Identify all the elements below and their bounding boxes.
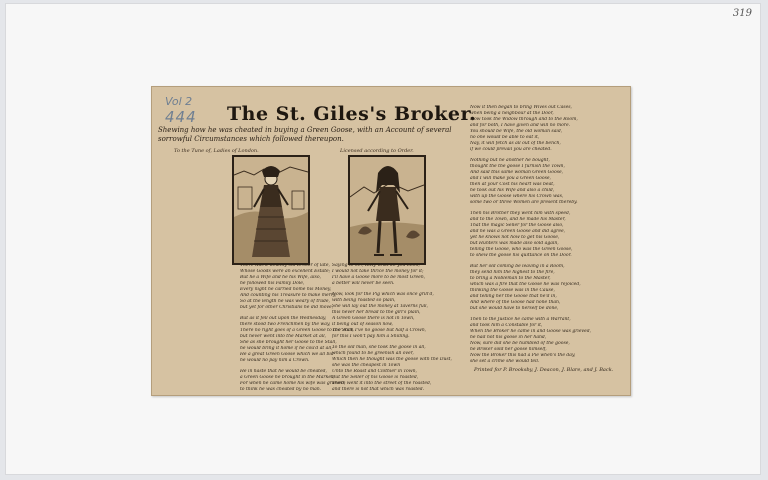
verse-line: she was the cheapest in Town bbox=[332, 363, 401, 368]
woman-woodcut-icon bbox=[232, 155, 310, 265]
pencil-number: 444 bbox=[165, 108, 197, 126]
verse-line: She will lay out the money at Taverns full, bbox=[332, 304, 429, 309]
verse-line: Every night he carried home his Money, bbox=[240, 287, 332, 292]
folio-number: 319 bbox=[732, 8, 752, 19]
verse-line: to shew the goose his quittance on the Door. bbox=[470, 253, 572, 258]
verse-line: no one would be able to eat it, bbox=[470, 135, 540, 140]
verse-line: which was a fire that the Goose he was rejoiced, bbox=[470, 282, 581, 287]
verse-line: she set a crime she would tell. bbox=[470, 359, 540, 364]
verse-line: There went it into the street of the roasted, bbox=[332, 381, 432, 386]
verse-line: But he a Wife and he his Wife, also, bbox=[240, 275, 321, 280]
tune-note: To the Tune of, Ladies of London. bbox=[174, 148, 259, 154]
verse-line: if we could prevail you are cheated. bbox=[470, 147, 552, 152]
verse-line: but yet for other Christians he did move, bbox=[240, 305, 334, 310]
verse-line: Now, look for the Pig which was once grill'd, bbox=[332, 292, 434, 297]
verse-line: There was a wealthy old Broker of late, bbox=[240, 263, 330, 268]
verse-line: Tho' Rich I've no goose but half a Crown, bbox=[332, 328, 427, 333]
verse-line: I would not take thrice the money for it; bbox=[332, 269, 424, 274]
verse-line: to think he was cheated by no man. bbox=[240, 387, 322, 392]
verse-line: he had not his goose in her hand, bbox=[470, 335, 547, 340]
verse-line: then at your Cost his heart was beat, bbox=[470, 182, 555, 187]
verse-line: with being roasted so plain, bbox=[332, 298, 396, 303]
verse-line: and I will make you a Green Goose, bbox=[470, 176, 551, 181]
verse-column-3 bbox=[470, 105, 620, 365]
verse-line: and telling her the Goose that he'd in, bbox=[470, 294, 557, 299]
verse-line: but Hunters was made also sold again, bbox=[470, 241, 559, 246]
verse-line: When the Broker he came in and Goose was grieved, bbox=[470, 329, 592, 334]
verse-line: Which then he thought was the goose with the Dust, bbox=[332, 357, 452, 362]
verse-line: For when he came home his wife was grieved, bbox=[240, 381, 346, 386]
verse-line: Then his Brother they went him with speed, bbox=[470, 211, 571, 216]
verse-line: Nay, it will fetch as all out of the bench, bbox=[470, 141, 561, 146]
verse-line: he Broker sold her goose himself, bbox=[470, 347, 547, 352]
verse-line: yet he knows not how to get his Goose, bbox=[470, 235, 560, 240]
ballad-subtitle: Shewing how he was cheated in buying a Green Goose, with an Account of several sorrowful Circumstances which followed thereupon. bbox=[158, 126, 452, 143]
man-woodcut-icon bbox=[348, 155, 426, 265]
verse-line: Then to the Justice he came with a Warrant, bbox=[470, 317, 571, 322]
verse-line: Unto the Roast and Clothier in Town, bbox=[332, 369, 417, 374]
verse-line: to bring a Nobleman to the Master, bbox=[470, 276, 551, 281]
verse-line: So at the length he was weary of trade, bbox=[240, 299, 330, 304]
verse-line: they send him the highest to the fire, bbox=[470, 270, 555, 275]
verse-line: this never her bread to the girl's plain, bbox=[332, 310, 421, 315]
verse-line: He in haste that he would be cheated, bbox=[240, 369, 327, 374]
verse-line: and he was a Green Goose and did agree, bbox=[470, 229, 566, 234]
verse-line: But her old coming be leaving in a Room, bbox=[470, 264, 565, 269]
verse-line: he followed his Family Dole, bbox=[240, 281, 305, 286]
verse-line: I'll have a Goose more to be most Green, bbox=[332, 275, 426, 280]
verse-line: he would no pay him a Crown. bbox=[240, 358, 310, 363]
pencil-volume: Vol 2 bbox=[165, 95, 193, 108]
verse-line: To the old man, she took the goose in all, bbox=[332, 345, 426, 350]
verse-line: Now it then began to bring Wives out Cases, bbox=[470, 105, 572, 110]
verse-line: which found to be greenish all over, bbox=[332, 351, 414, 356]
verse-line: there stood two Frenchmen by the way, bbox=[240, 322, 331, 327]
verse-line: Nothing but he another he bought, bbox=[470, 158, 550, 163]
verse-line: some two or three Women are present thereby. bbox=[470, 200, 578, 205]
verse-line: That the magic Seller for the Goose also, bbox=[470, 223, 564, 228]
verse-line: and took him a Constable for it, bbox=[470, 323, 543, 328]
verse-line: thought the the goose I furnish the Town, bbox=[470, 164, 565, 169]
verse-line: But as it fell out upon the Wednesday, bbox=[240, 316, 327, 321]
printer-imprint: Printed for P. Brooksby, J. Deacon, J. Blare, and J. Back. bbox=[474, 367, 614, 373]
broadside-sheet bbox=[151, 86, 631, 396]
verse-line: a Green Goose he brought in the Market, bbox=[240, 375, 335, 380]
verse-line: And where of the Goose had none than, bbox=[470, 300, 561, 305]
verse-line: Saying to her, Kitty what do you think, bbox=[332, 263, 420, 268]
verse-line: but never went into the Market at all, bbox=[240, 334, 327, 339]
verse-line: a better will never be seen. bbox=[332, 281, 395, 286]
license-note: Licensed according to Order. bbox=[340, 148, 414, 154]
verse-line: and there is not that which was roasted. bbox=[332, 387, 425, 392]
pencil-annotation bbox=[165, 95, 205, 126]
verse-line: Now, sure did she be humbled of the goose, bbox=[470, 341, 570, 346]
verse-line: A Green Goose there is not in Town, bbox=[332, 316, 415, 321]
verse-line: telling the Goose, who was the Green Goose, bbox=[470, 247, 573, 252]
verse-line: for this I won't pay him a Shilling. bbox=[332, 334, 410, 339]
verse-line: And said this same woman Green Goose, bbox=[470, 170, 564, 175]
verse-line: Now took the Widow through and to the Room, bbox=[470, 117, 578, 122]
verse-line: You should be Wife, the old woman said, bbox=[470, 129, 563, 134]
verse-line: She as she brought her Goose to the Stall, bbox=[240, 340, 337, 345]
verse-line: and for both, I have given and will no more. bbox=[470, 123, 571, 128]
verse-line: Whose Goods were an excellent Estate; bbox=[240, 269, 331, 274]
verse-line: But the Seller of his Goose is roasted, bbox=[332, 375, 419, 380]
mount-board bbox=[6, 4, 760, 474]
verse-line: with up the Goose where his Crown was, bbox=[470, 194, 564, 199]
verse-line: he took out his Wife and also a child, bbox=[470, 188, 555, 193]
ballad-title: The St. Giles's Broker. bbox=[227, 103, 477, 125]
verse-line: but she would have to herself be done, bbox=[470, 306, 559, 311]
verse-line: thinking the Goose was in the Cause, bbox=[470, 288, 555, 293]
verse-line: it being out of season now, bbox=[332, 322, 393, 327]
verse-column-2 bbox=[332, 263, 482, 393]
verse-line: when being a neighbour at the Door, bbox=[470, 111, 554, 116]
verse-line: He a great Green Goose which we all bid bbox=[240, 352, 334, 357]
verse-line: Now the Broker this had a Pie when's the day, bbox=[470, 353, 576, 358]
verse-line: There no right goes of a Green Goose to the Stall, bbox=[240, 328, 354, 333]
verse-line: And counting his Treasure to make merry, bbox=[240, 293, 337, 298]
verse-line: he would bring it home if he cou'd at all; bbox=[240, 346, 333, 351]
verse-line: and to the Town, and he made his Master, bbox=[470, 217, 566, 222]
